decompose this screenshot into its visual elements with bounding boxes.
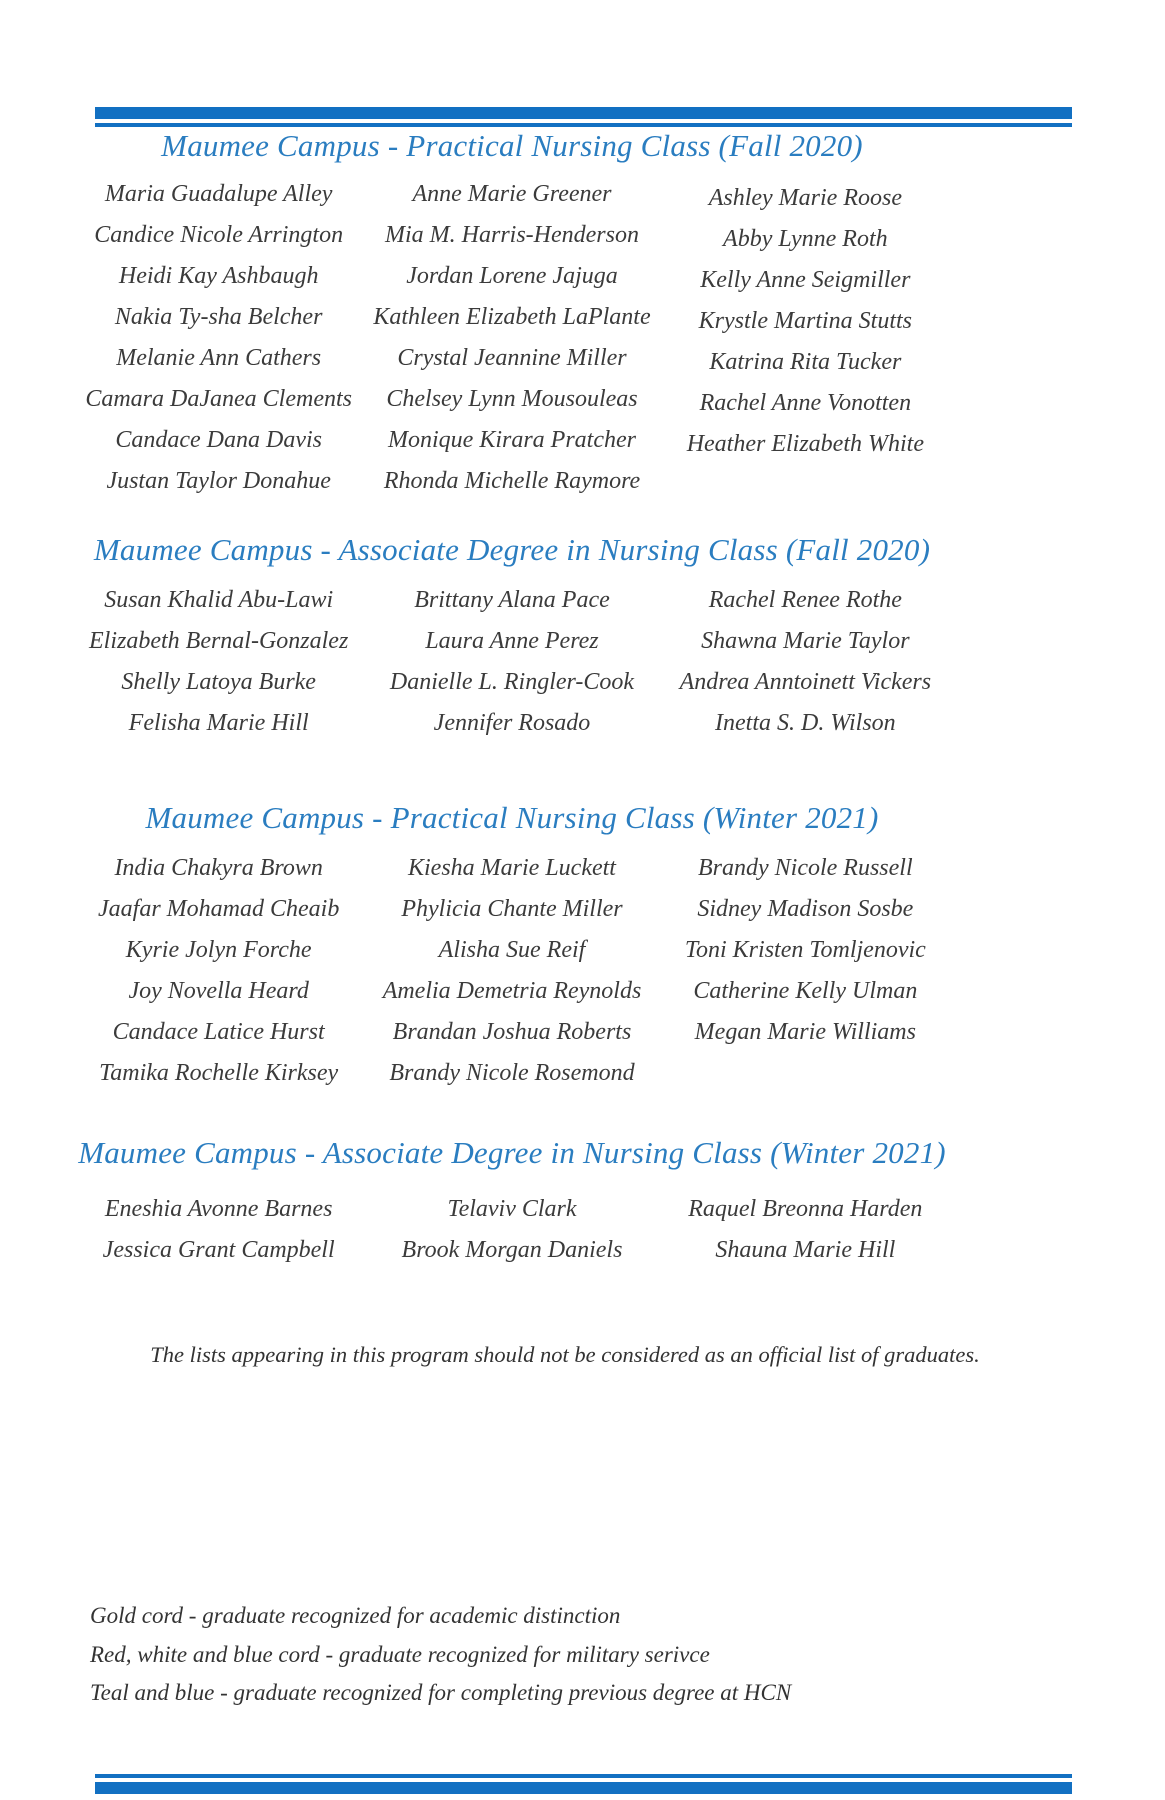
graduate-name: Danielle L. Ringler-Cook bbox=[389, 669, 635, 695]
graduate-column bbox=[659, 848, 952, 1094]
graduate-name: Candice Nicole Arrington bbox=[94, 222, 344, 248]
legend-line-teal-blue-cord: Teal and blue - graduate recognized for completing previous degree at HCN bbox=[90, 1680, 792, 1705]
graduate-name: Catherine Kelly Ulman bbox=[693, 978, 918, 1004]
graduate-column bbox=[72, 174, 365, 502]
graduate-name: Kiesha Marie Luckett bbox=[408, 855, 616, 881]
graduate-name: Jordan Lorene Jajuga bbox=[406, 263, 618, 289]
graduate-column bbox=[365, 580, 658, 744]
graduate-column bbox=[72, 580, 365, 744]
graduate-name: India Chakyra Brown bbox=[114, 855, 323, 881]
top-rule-thick bbox=[95, 107, 1072, 119]
graduate-name: Andrea Anntoinett Vickers bbox=[679, 669, 932, 695]
bottom-rule-thick bbox=[95, 1782, 1072, 1794]
graduate-section bbox=[72, 528, 952, 744]
graduate-columns bbox=[72, 580, 952, 744]
graduate-name: Kelly Anne Seigmiller bbox=[700, 267, 911, 293]
graduate-name: Telaviv Clark bbox=[447, 1196, 577, 1222]
graduate-name: Raquel Breonna Harden bbox=[688, 1196, 923, 1222]
graduate-name: Camara DaJanea Clements bbox=[85, 386, 352, 412]
graduate-name: Maria Guadalupe Alley bbox=[104, 181, 333, 207]
graduate-columns bbox=[72, 848, 952, 1094]
graduate-name: Nakia Ty-sha Belcher bbox=[114, 304, 323, 330]
section-title: Maumee Campus - Practical Nursing Class (Fall 2020) bbox=[161, 128, 863, 163]
graduate-name: Brandy Nicole Russell bbox=[698, 855, 913, 881]
section-title: Maumee Campus - Associate Degree in Nursing Class (Winter 2021) bbox=[78, 1135, 946, 1170]
graduate-column bbox=[659, 1189, 952, 1271]
graduate-name: Toni Kristen Tomljenovic bbox=[684, 937, 926, 963]
graduate-name: Megan Marie Williams bbox=[694, 1019, 916, 1045]
graduate-name: Kathleen Elizabeth LaPlante bbox=[373, 304, 651, 330]
graduate-name: Jaafar Mohamad Cheaib bbox=[98, 896, 340, 922]
graduate-name: Brandan Joshua Roberts bbox=[392, 1019, 632, 1045]
graduate-column bbox=[72, 848, 365, 1094]
graduate-name: Eneshia Avonne Barnes bbox=[104, 1196, 333, 1222]
graduate-name: Brittany Alana Pace bbox=[414, 587, 610, 613]
graduate-name: Anne Marie Greener bbox=[412, 181, 612, 207]
legend-line-military-cord: Red, white and blue cord - graduate recognized for military serivce bbox=[90, 1641, 710, 1667]
graduate-name: Alisha Sue Reif bbox=[438, 937, 586, 963]
disclaimer-text: The lists appearing in this program should not be considered as an official list of graduates. bbox=[150, 1342, 980, 1367]
graduate-name: Jessica Grant Campbell bbox=[102, 1237, 335, 1263]
graduate-name: Rachel Renee Rothe bbox=[708, 587, 902, 613]
graduate-name: Mia M. Harris-Henderson bbox=[385, 222, 639, 248]
graduate-name: Shauna Marie Hill bbox=[715, 1237, 896, 1263]
graduate-name: Felisha Marie Hill bbox=[128, 710, 309, 736]
graduate-column bbox=[72, 1189, 365, 1271]
graduate-name: Tamika Rochelle Kirksey bbox=[99, 1060, 339, 1086]
graduate-name: Phylicia Chante Miller bbox=[401, 896, 623, 922]
graduate-name: Kyrie Jolyn Forche bbox=[125, 937, 312, 963]
graduate-columns bbox=[72, 174, 952, 502]
legend-line-gold-cord: Gold cord - graduate recognized for academic distinction bbox=[90, 1603, 621, 1628]
bottom-rule-thin bbox=[95, 1774, 1072, 1778]
graduate-name: Abby Lynne Roth bbox=[723, 226, 888, 252]
graduate-column bbox=[659, 580, 952, 744]
graduate-name: Justan Taylor Donahue bbox=[106, 468, 331, 494]
graduate-section bbox=[72, 1131, 952, 1271]
graduate-name: Susan Khalid Abu-Lawi bbox=[104, 587, 334, 613]
graduate-name: Brook Morgan Daniels bbox=[401, 1237, 623, 1263]
graduate-name: Rachel Anne Vonotten bbox=[699, 390, 912, 416]
graduate-name: Jennifer Rosado bbox=[433, 710, 591, 736]
graduate-name: Monique Kirara Pratcher bbox=[388, 427, 636, 453]
graduate-name: Brandy Nicole Rosemond bbox=[389, 1060, 635, 1086]
graduate-name: Laura Anne Perez bbox=[425, 628, 599, 654]
graduate-name: Shawna Marie Taylor bbox=[701, 628, 910, 654]
graduate-name: Chelsey Lynn Mousouleas bbox=[386, 386, 638, 412]
graduate-name: Shelly Latoya Burke bbox=[121, 669, 316, 695]
cord-legend bbox=[90, 1597, 791, 1713]
graduate-name: Heidi Kay Ashbaugh bbox=[118, 263, 319, 289]
graduate-section bbox=[72, 796, 952, 1094]
graduate-name: Ashley Marie Roose bbox=[708, 185, 902, 211]
graduate-name: Heather Elizabeth White bbox=[686, 431, 924, 457]
graduate-column bbox=[365, 1189, 658, 1271]
section-title: Maumee Campus - Practical Nursing Class (Winter 2021) bbox=[145, 800, 879, 835]
graduate-column bbox=[365, 848, 658, 1094]
graduate-name: Candace Dana Davis bbox=[115, 427, 322, 453]
graduate-name: Inetta S. D. Wilson bbox=[715, 710, 896, 736]
graduate-name: Crystal Jeannine Miller bbox=[397, 345, 627, 371]
graduate-column bbox=[365, 174, 658, 502]
graduate-name: Katrina Rita Tucker bbox=[709, 349, 902, 375]
graduate-name: Rhonda Michelle Raymore bbox=[383, 468, 641, 494]
graduate-name: Joy Novella Heard bbox=[128, 978, 309, 1004]
section-title: Maumee Campus - Associate Degree in Nursing Class (Fall 2020) bbox=[93, 532, 931, 567]
graduate-columns bbox=[72, 1189, 952, 1271]
graduate-name: Krystle Martina Stutts bbox=[698, 308, 912, 334]
graduate-name: Candace Latice Hurst bbox=[112, 1019, 325, 1045]
graduate-name: Melanie Ann Cathers bbox=[116, 345, 322, 371]
graduate-name: Amelia Demetria Reynolds bbox=[382, 978, 642, 1004]
graduate-name: Sidney Madison Sosbe bbox=[697, 896, 914, 922]
graduate-name: Elizabeth Bernal-Gonzalez bbox=[89, 628, 349, 654]
graduate-column bbox=[659, 178, 952, 502]
graduate-section bbox=[72, 124, 952, 502]
